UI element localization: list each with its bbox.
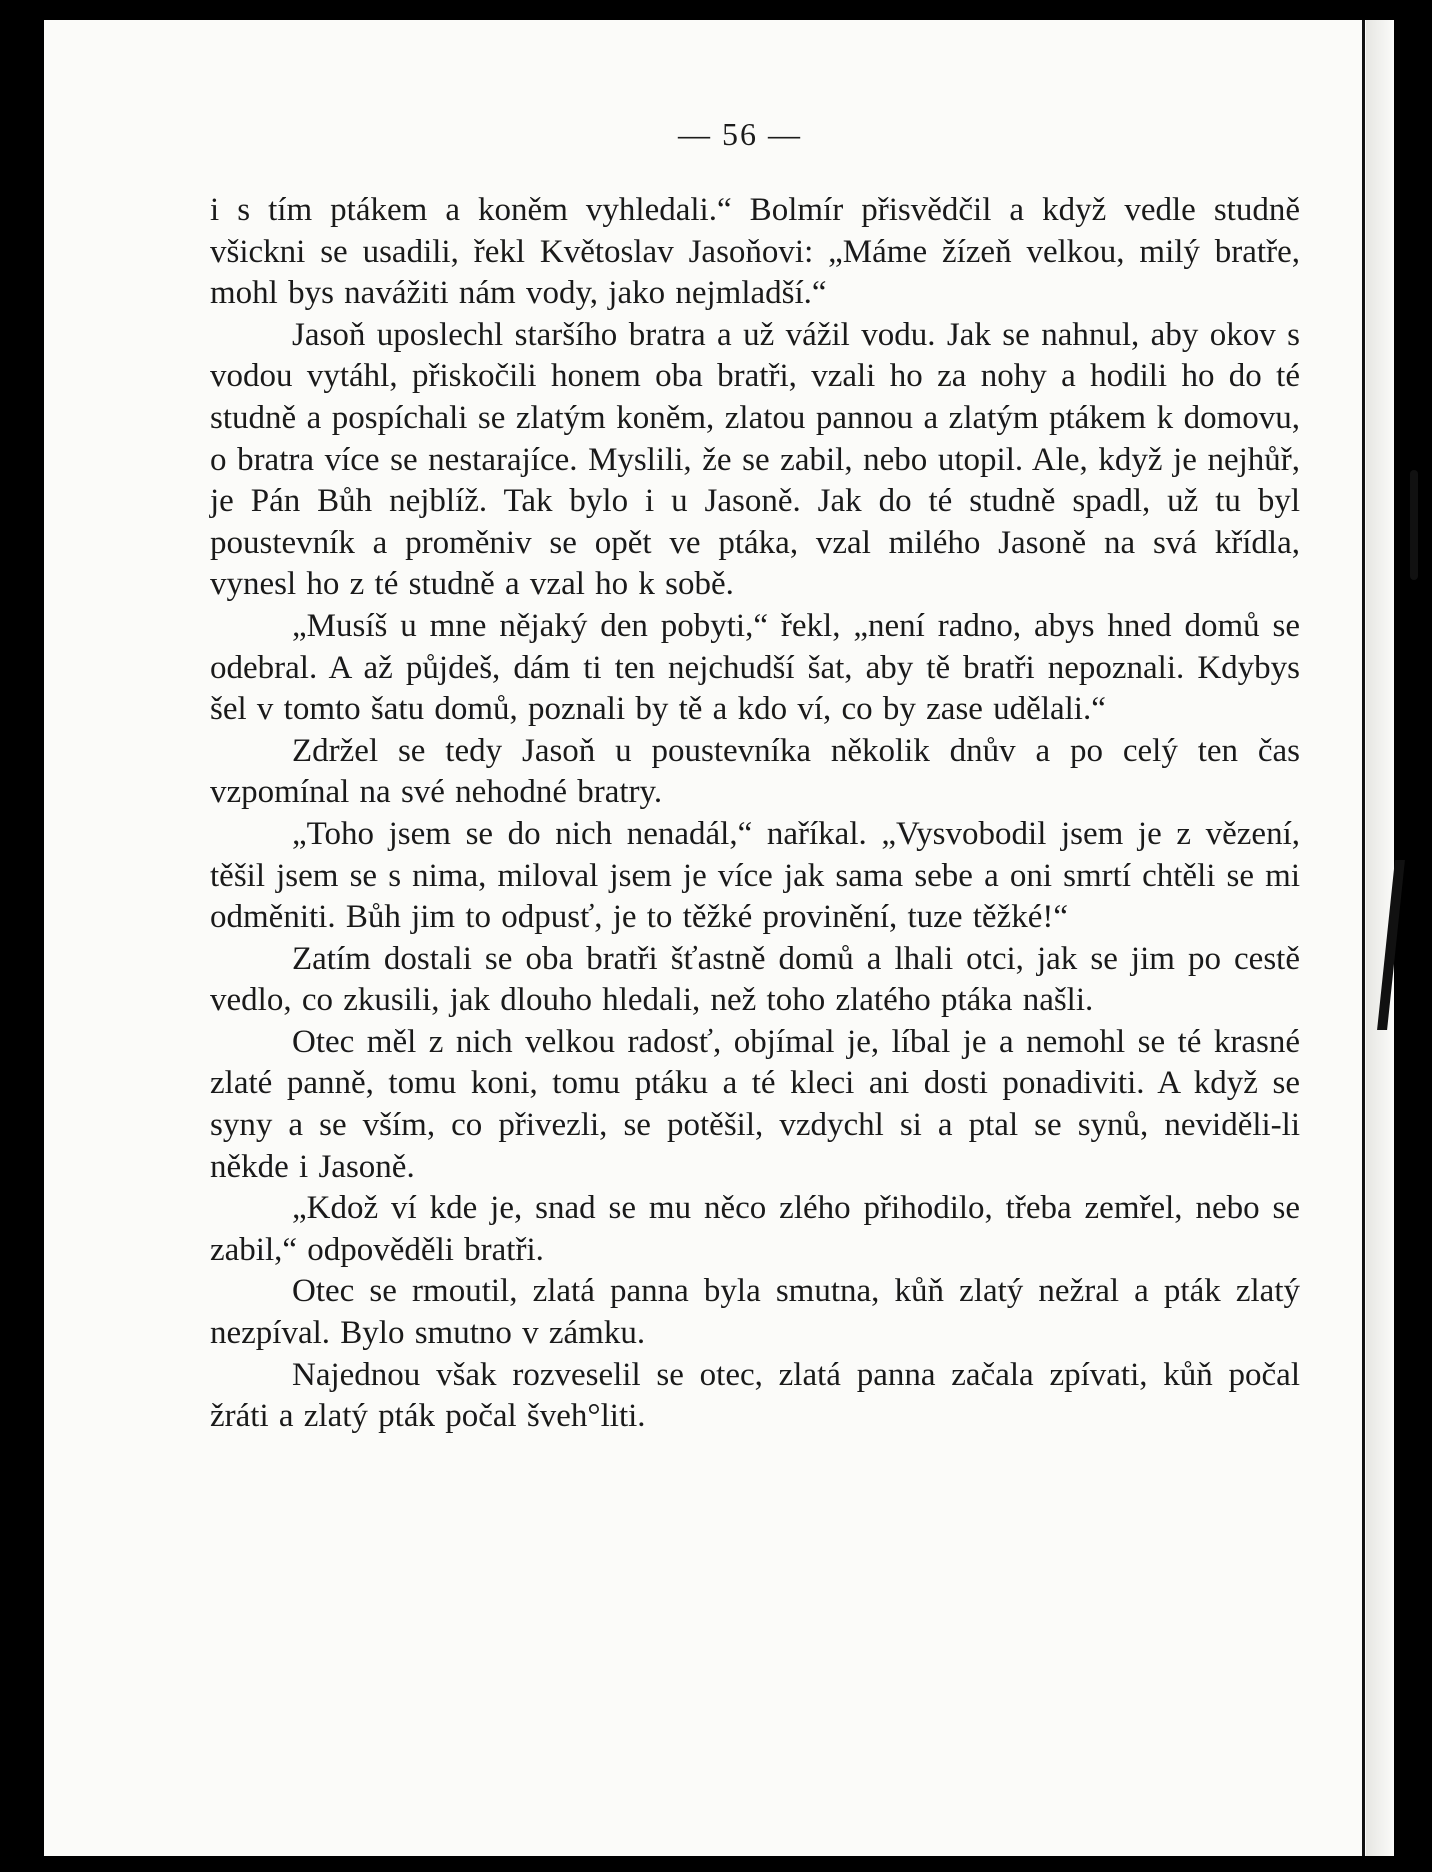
page-number: — 56 — (678, 116, 802, 152)
paragraph: Zatím dostali se oba bratři šťastně domů a lhali otci, jak se jim po cestě vedlo, co zkusili, jak dlouho hledali, než toho zlatého ptáka našli. (210, 940, 1300, 1019)
scan-edge-mark (1410, 470, 1418, 580)
paragraph: „Musíš u mne nějaký den pobyti,“ řekl, „není radno, abys hned domů se odebral. A až půjdeš, dám ti ten nejchudší šat, aby tě bratři nepoznali. Kdybys šel v tomto šatu domů, poznali by tě a kdo ví, co by zase udělali.“ (210, 607, 1300, 728)
paragraph: Otec měl z nich velkou radosť, objímal je, líbal je a nemohl se té krasné zlaté panně, tomu koni, tomu ptáku a té kleci ani dosti ponadiviti. A když se syny a se vším, co přivezli, se potěšil, vzdychl si a ptal se synů, neviděli-li někde i Jasoně. (210, 1023, 1300, 1185)
paragraph: i s tím ptákem a koněm vyhledali.“ Bolmír přisvědčil a když vedle studně všickni se usadili, řekl Květoslav Jasoňovi: „Máme žízeň velkou, milý bratře, mohl bys navážiti nám vody, jako nejmladší.“ (210, 192, 1300, 312)
paragraph: Najednou však rozveselil se otec, zlatá panna začala zpívati, kůň počal žráti a zlatý pták počal šveh°liti. (210, 1356, 1300, 1435)
paragraph: „Kdož ví kde je, snad se mu něco zlého přihodilo, třeba zemřel, nebo se zabil,“ odpověděli bratři. (210, 1190, 1300, 1268)
body-text (210, 190, 1300, 1438)
page-edge-line (1362, 20, 1365, 1856)
paragraph: Otec se rmoutil, zlatá panna byla smutna, kůň zlatý nežral a pták zlatý nezpíval. Bylo smutno v zámku. (210, 1273, 1300, 1352)
paragraph: Jasoň uposlechl staršího bratra a už vážil vodu. Jak se nahnul, aby okov s vodou vytáhl, přiskočili honem oba bratři, vzali ho za nohy a hodili ho do té studně a pospíchali se zlatým koněm, zlatou pannou a zlatým ptákem k domovu, o bratra více se nestarajíce. Myslili, že se zabil, nebo utopil. Ale, když je nejhůř, je Pán Bůh nejblíž. Tak bylo i u Jasoně. Jak do té studně spadl, už tu byl poustevník a proměniv se opět ve ptáka, vzal milého Jasoně na svá křídla, vynesl ho z té studně a vzal ho k sobě. (210, 316, 1300, 603)
paragraph: Zdržel se tedy Jasoň u poustevníka několik dnův a po celý ten čas vzpomínal na své nehodné bratry. (210, 732, 1300, 811)
paragraph: „Toho jsem se do nich nenadál,“ naříkal. „Vysvobodil jsem je z vězení, těšil jsem se s nima, miloval jsem je více jak sama sebe a oni smrtí chtěli se mi odměniti. Bůh jim to odpusť, je to těžké provinění, tuze těžké!“ (210, 815, 1300, 936)
